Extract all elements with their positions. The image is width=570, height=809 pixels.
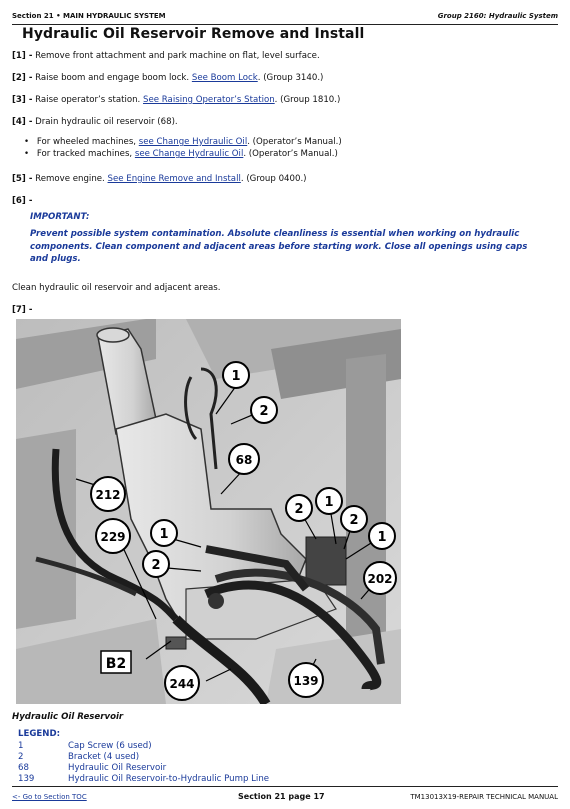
legend-text: Cap Screw (6 used) bbox=[68, 741, 152, 751]
callout-139: 139 bbox=[293, 674, 319, 688]
callout-1-right-a: 1 bbox=[324, 495, 334, 510]
legend-text: Bracket (4 used) bbox=[68, 752, 140, 762]
callout-2-mid: 2 bbox=[151, 558, 161, 573]
callout-b2: B2 bbox=[105, 656, 127, 672]
callout-68: 68 bbox=[235, 453, 253, 467]
section-label: Section 21 • MAIN HYDRAULIC SYSTEM bbox=[12, 12, 166, 20]
step-5: [5] - Remove engine. See Engine Remove and Install. (Group 0400.) bbox=[12, 174, 307, 184]
group-label: Group 2160: Hydraulic System bbox=[437, 12, 558, 20]
clean-instruction: Clean hydraulic oil reservoir and adjacent areas. bbox=[12, 283, 221, 293]
callout-244: 244 bbox=[169, 677, 195, 691]
legend-num: 1 bbox=[18, 741, 24, 751]
hydraulic-reservoir-figure bbox=[16, 319, 401, 704]
change-hydraulic-oil-link-tracked[interactable]: see Change Hydraulic Oil bbox=[134, 149, 244, 159]
page-number: Section 21 page 17 bbox=[238, 792, 325, 801]
step-4: [4] - Drain hydraulic oil reservoir (68). bbox=[12, 117, 178, 127]
legend-text: Hydraulic Oil Reservoir bbox=[68, 763, 167, 773]
raising-operator-station-link[interactable]: See Raising Operator’s Station bbox=[143, 95, 275, 105]
reservoir-illustration bbox=[16, 319, 401, 704]
page-header bbox=[12, 8, 558, 25]
important-label: IMPORTANT: bbox=[30, 212, 90, 222]
engine-remove-install-link[interactable]: See Engine Remove and Install bbox=[107, 174, 241, 184]
step-7: [7] - bbox=[12, 305, 33, 315]
legend-text: Hydraulic Oil Reservoir-to-Hydraulic Pump Line bbox=[68, 774, 270, 784]
step-6: [6] - bbox=[12, 196, 33, 206]
callout-1-top: 1 bbox=[231, 369, 241, 384]
callout-2-right-b: 2 bbox=[349, 513, 359, 528]
legend-title: LEGEND: bbox=[18, 729, 61, 739]
callout-1-right-b: 1 bbox=[377, 530, 387, 545]
step-1: [1] - Remove front attachment and park machine on flat, level surface. bbox=[12, 51, 320, 61]
callout-212: 212 bbox=[95, 488, 121, 502]
section-toc-link[interactable]: <- Go to Section TOC bbox=[12, 793, 87, 801]
step-2: [2] - Raise boom and engage boom lock. See Boom Lock. (Group 3140.) bbox=[12, 73, 324, 83]
figure-caption: Hydraulic Oil Reservoir bbox=[12, 712, 124, 722]
page-title: Hydraulic Oil Reservoir Remove and Install bbox=[22, 26, 365, 42]
legend-num: 68 bbox=[18, 763, 29, 773]
step-3: [3] - Raise operator’s station. See Raising Operator’s Station. (Group 1810.) bbox=[12, 95, 341, 105]
manual-id: TM13013X19-REPAIR TECHNICAL MANUAL bbox=[410, 793, 558, 801]
callout-2-right-a: 2 bbox=[294, 502, 304, 517]
page-footer bbox=[12, 786, 558, 805]
change-hydraulic-oil-link-wheeled[interactable]: see Change Hydraulic Oil bbox=[138, 137, 248, 147]
bullet-tracked: • For tracked machines, see Change Hydraulic Oil. (Operator’s Manual.) bbox=[24, 149, 338, 159]
callout-229: 229 bbox=[100, 530, 126, 544]
boom-lock-link[interactable]: See Boom Lock bbox=[191, 73, 258, 83]
callout-2-top: 2 bbox=[259, 404, 269, 419]
callout-202: 202 bbox=[367, 572, 393, 586]
bullet-wheeled: • For wheeled machines, see Change Hydraulic Oil. (Operator’s Manual.) bbox=[24, 137, 342, 147]
callout-1-mid: 1 bbox=[159, 527, 169, 542]
important-text: Prevent possible system contamination. Absolute cleanliness is essential when working on hydraulic components. Clean component and adjacent areas before starting work. Close all openings using caps and plugs. bbox=[30, 229, 528, 265]
legend-num: 2 bbox=[18, 752, 24, 762]
legend-num: 139 bbox=[18, 774, 35, 784]
